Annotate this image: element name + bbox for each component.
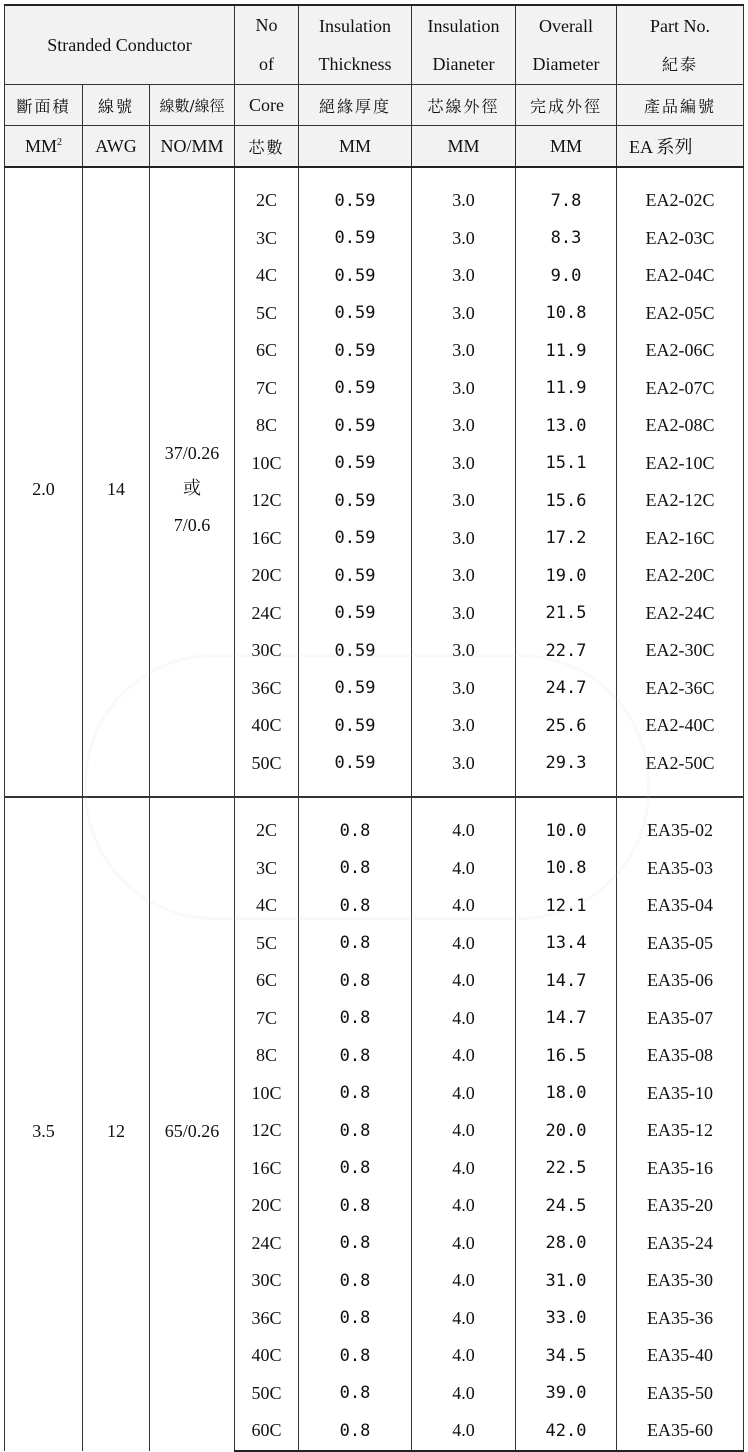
- part-number-cell: EA35-20: [617, 1187, 744, 1225]
- core-cell: 24C: [235, 595, 299, 633]
- padding-cell: [235, 782, 299, 797]
- unit-ins-dia-header: MM: [412, 126, 516, 168]
- part-no-line1: Part No.: [650, 15, 711, 36]
- overall-diameter-cell: 24.5: [516, 1187, 617, 1225]
- insulation-diameter-cell: 3.0: [412, 182, 516, 220]
- zh-product-no-header: 產品編號: [617, 85, 744, 126]
- zh-strand-header: 線數/線徑: [150, 85, 235, 126]
- core-cell: 12C: [235, 482, 299, 520]
- overall-diameter-cell: 13.0: [516, 407, 617, 445]
- thickness-cell: 0.59: [299, 182, 412, 220]
- insulation-diameter-cell: 4.0: [412, 850, 516, 888]
- insulation-diameter-cell: 4.0: [412, 887, 516, 925]
- part-number-cell: EA35-60: [617, 1412, 744, 1451]
- zh-ins-thickness-header: 絕緣厚度: [299, 85, 412, 126]
- insulation-diameter-cell: 3.0: [412, 557, 516, 595]
- insulation-diameter-cell: 3.0: [412, 707, 516, 745]
- header-row-chinese: [5, 85, 744, 126]
- unit-overall-header: MM: [516, 126, 617, 168]
- part-number-cell: EA35-05: [617, 925, 744, 963]
- part-no-header: [617, 5, 744, 85]
- thickness-cell: 0.59: [299, 407, 412, 445]
- overall-diameter-cell: 10.0: [516, 812, 617, 850]
- overall-diameter-cell: 14.7: [516, 962, 617, 1000]
- group-padding-row: [5, 797, 744, 812]
- part-number-cell: EA2-40C: [617, 707, 744, 745]
- insulation-diameter-cell: 3.0: [412, 295, 516, 333]
- thickness-cell: 0.8: [299, 1300, 412, 1338]
- overall-diameter-cell: 28.0: [516, 1225, 617, 1263]
- part-number-cell: EA2-08C: [617, 407, 744, 445]
- core-cell: 36C: [235, 670, 299, 708]
- strand-line: 或: [183, 478, 202, 499]
- insulation-diameter-cell: 4.0: [412, 1037, 516, 1075]
- thickness-cell: 0.8: [299, 1412, 412, 1451]
- padding-cell: [235, 797, 299, 812]
- part-number-cell: EA2-07C: [617, 370, 744, 408]
- insulation-diameter-cell: 4.0: [412, 925, 516, 963]
- core-cell: 40C: [235, 1337, 299, 1375]
- overall-diameter-cell: 11.9: [516, 370, 617, 408]
- thickness-cell: 0.8: [299, 1262, 412, 1300]
- unit-nomm-header: NO/MM: [150, 126, 235, 168]
- no-of-core-line1: No: [255, 15, 278, 35]
- part-number-cell: EA2-30C: [617, 632, 744, 670]
- zh-finished-od-header: 完成外徑: [516, 85, 617, 126]
- overall-diameter-cell: 11.9: [516, 332, 617, 370]
- insulation-diameter-cell: 4.0: [412, 1112, 516, 1150]
- thickness-cell: 0.59: [299, 482, 412, 520]
- thickness-cell: 0.59: [299, 257, 412, 295]
- strand-cell: [150, 812, 235, 1451]
- core-cell: 4C: [235, 887, 299, 925]
- spec-sheet-page: [4, 4, 743, 1441]
- thickness-cell: 0.8: [299, 850, 412, 888]
- thickness-cell: 0.59: [299, 332, 412, 370]
- overall-diameter-cell: 39.0: [516, 1375, 617, 1413]
- padding-cell: [299, 167, 412, 182]
- part-number-cell: EA35-06: [617, 962, 744, 1000]
- core-cell: 16C: [235, 1150, 299, 1188]
- header-row-english: [5, 5, 744, 85]
- thickness-cell: 0.8: [299, 962, 412, 1000]
- insulation-diameter-cell: 3.0: [412, 595, 516, 633]
- part-number-cell: EA2-20C: [617, 557, 744, 595]
- core-cell: 10C: [235, 445, 299, 483]
- overall-diameter-cell: 9.0: [516, 257, 617, 295]
- insulation-diameter-cell: 4.0: [412, 1000, 516, 1038]
- area-cell: 3.5: [5, 812, 83, 1451]
- unit-awg-header: AWG: [83, 126, 150, 168]
- core-cell: 4C: [235, 257, 299, 295]
- core-cell: 2C: [235, 812, 299, 850]
- spec-table-body: [5, 167, 744, 1451]
- padding-cell: [150, 797, 235, 812]
- no-of-core-header: [235, 5, 299, 85]
- padding-cell: [150, 167, 235, 182]
- thickness-cell: 0.8: [299, 1225, 412, 1263]
- overall-diameter-line1: Overall: [539, 16, 594, 36]
- overall-diameter-cell: 31.0: [516, 1262, 617, 1300]
- core-cell: 7C: [235, 370, 299, 408]
- overall-diameter-cell: 17.2: [516, 520, 617, 558]
- overall-diameter-cell: 29.3: [516, 745, 617, 783]
- part-number-cell: EA35-24: [617, 1225, 744, 1263]
- cable-spec-table: [4, 4, 744, 1452]
- overall-diameter-cell: 22.5: [516, 1150, 617, 1188]
- thickness-cell: 0.8: [299, 1075, 412, 1113]
- no-of-core-line2: of: [259, 54, 275, 74]
- padding-cell: [5, 797, 83, 812]
- core-cell: 5C: [235, 925, 299, 963]
- overall-diameter-cell: 15.1: [516, 445, 617, 483]
- thickness-cell: 0.59: [299, 632, 412, 670]
- insulation-diameter-cell: 4.0: [412, 1337, 516, 1375]
- thickness-cell: 0.8: [299, 1375, 412, 1413]
- unit-area-text: MM: [24, 135, 57, 156]
- thickness-cell: 0.8: [299, 1187, 412, 1225]
- core-cell: 7C: [235, 1000, 299, 1038]
- zh-gauge-header: 線號: [83, 85, 150, 126]
- padding-cell: [299, 782, 412, 797]
- thickness-cell: 0.59: [299, 707, 412, 745]
- insulation-diameter-cell: 3.0: [412, 257, 516, 295]
- insulation-diameter-line1: Insulation: [427, 16, 500, 36]
- core-cell: 10C: [235, 1075, 299, 1113]
- insulation-thickness-line2: Thickness: [318, 54, 392, 74]
- part-number-cell: EA2-05C: [617, 295, 744, 333]
- overall-diameter-cell: 10.8: [516, 295, 617, 333]
- insulation-thickness-header: [299, 5, 412, 85]
- padding-cell: [83, 797, 150, 812]
- overall-diameter-cell: 33.0: [516, 1300, 617, 1338]
- padding-cell: [299, 797, 412, 812]
- thickness-cell: 0.59: [299, 670, 412, 708]
- padding-cell: [412, 797, 516, 812]
- overall-diameter-cell: 18.0: [516, 1075, 617, 1113]
- overall-diameter-cell: 42.0: [516, 1412, 617, 1451]
- awg-cell: 14: [83, 182, 150, 797]
- insulation-diameter-cell: 4.0: [412, 1375, 516, 1413]
- strand-line: 7/0.6: [173, 515, 211, 535]
- table-row: [5, 812, 744, 850]
- insulation-diameter-cell: 4.0: [412, 1300, 516, 1338]
- part-number-cell: EA2-02C: [617, 182, 744, 220]
- thickness-cell: 0.59: [299, 445, 412, 483]
- core-cell: 8C: [235, 407, 299, 445]
- no-of-core-line3: Core: [235, 85, 299, 126]
- insulation-diameter-header: [412, 5, 516, 85]
- overall-diameter-cell: 12.1: [516, 887, 617, 925]
- thickness-cell: 0.59: [299, 520, 412, 558]
- insulation-diameter-cell: 4.0: [412, 812, 516, 850]
- thickness-cell: 0.8: [299, 812, 412, 850]
- part-number-cell: EA2-10C: [617, 445, 744, 483]
- thickness-cell: 0.8: [299, 1037, 412, 1075]
- padding-cell: [516, 167, 617, 182]
- unit-part-header: EA 系列: [617, 126, 744, 168]
- insulation-diameter-cell: 3.0: [412, 632, 516, 670]
- insulation-diameter-cell: 3.0: [412, 370, 516, 408]
- insulation-diameter-cell: 3.0: [412, 482, 516, 520]
- insulation-diameter-cell: 3.0: [412, 332, 516, 370]
- insulation-diameter-cell: 3.0: [412, 220, 516, 258]
- core-cell: 24C: [235, 1225, 299, 1263]
- overall-diameter-cell: 22.7: [516, 632, 617, 670]
- core-cell: 50C: [235, 745, 299, 783]
- part-number-cell: EA2-04C: [617, 257, 744, 295]
- part-number-cell: EA2-36C: [617, 670, 744, 708]
- part-no-line2: 紀泰: [662, 54, 699, 74]
- thickness-cell: 0.59: [299, 595, 412, 633]
- thickness-cell: 0.59: [299, 220, 412, 258]
- insulation-diameter-cell: 4.0: [412, 1150, 516, 1188]
- part-number-cell: EA2-03C: [617, 220, 744, 258]
- padding-cell: [83, 167, 150, 182]
- part-number-cell: EA35-16: [617, 1150, 744, 1188]
- core-cell: 6C: [235, 962, 299, 1000]
- part-number-cell: EA2-24C: [617, 595, 744, 633]
- overall-diameter-cell: 34.5: [516, 1337, 617, 1375]
- part-number-cell: EA35-30: [617, 1262, 744, 1300]
- insulation-diameter-cell: 3.0: [412, 670, 516, 708]
- thickness-cell: 0.59: [299, 295, 412, 333]
- padding-cell: [412, 167, 516, 182]
- padding-cell: [516, 797, 617, 812]
- insulation-diameter-cell: 3.0: [412, 745, 516, 783]
- table-row: [5, 182, 744, 220]
- overall-diameter-cell: 14.7: [516, 1000, 617, 1038]
- overall-diameter-cell: 20.0: [516, 1112, 617, 1150]
- core-cell: 30C: [235, 632, 299, 670]
- overall-diameter-header: [516, 5, 617, 85]
- zh-area-header: 斷面積: [5, 85, 83, 126]
- core-cell: 3C: [235, 220, 299, 258]
- overall-diameter-cell: 21.5: [516, 595, 617, 633]
- unit-area-header: [5, 126, 83, 168]
- strand-cell: [150, 182, 235, 797]
- thickness-cell: 0.8: [299, 887, 412, 925]
- thickness-cell: 0.59: [299, 370, 412, 408]
- strand-line: 65/0.26: [164, 1121, 220, 1142]
- padding-cell: [5, 167, 83, 182]
- thickness-cell: 0.59: [299, 557, 412, 595]
- padding-cell: [617, 167, 744, 182]
- unit-area-sup: 2: [57, 136, 62, 148]
- part-number-cell: EA35-36: [617, 1300, 744, 1338]
- part-number-cell: EA2-50C: [617, 745, 744, 783]
- overall-diameter-cell: 13.4: [516, 925, 617, 963]
- thickness-cell: 0.59: [299, 745, 412, 783]
- unit-cores-header: 芯數: [235, 126, 299, 168]
- area-cell: 2.0: [5, 182, 83, 797]
- padding-cell: [235, 167, 299, 182]
- insulation-diameter-cell: 3.0: [412, 520, 516, 558]
- overall-diameter-cell: 25.6: [516, 707, 617, 745]
- part-number-cell: EA35-03: [617, 850, 744, 888]
- zh-core-od-header: 芯線外徑: [412, 85, 516, 126]
- part-number-cell: EA35-40: [617, 1337, 744, 1375]
- header-row-units: [5, 126, 744, 168]
- core-cell: 60C: [235, 1412, 299, 1451]
- insulation-thickness-line1: Insulation: [319, 16, 392, 36]
- stranded-conductor-header: Stranded Conductor: [5, 5, 235, 85]
- core-cell: 50C: [235, 1375, 299, 1413]
- core-cell: 16C: [235, 520, 299, 558]
- core-cell: 30C: [235, 1262, 299, 1300]
- strand-line: 37/0.26: [164, 443, 220, 463]
- overall-diameter-cell: 16.5: [516, 1037, 617, 1075]
- part-number-cell: EA35-04: [617, 887, 744, 925]
- insulation-diameter-cell: 4.0: [412, 1187, 516, 1225]
- insulation-diameter-cell: 4.0: [412, 1412, 516, 1451]
- part-number-cell: EA35-50: [617, 1375, 744, 1413]
- core-cell: 3C: [235, 850, 299, 888]
- part-number-cell: EA35-12: [617, 1112, 744, 1150]
- overall-diameter-cell: 15.6: [516, 482, 617, 520]
- core-cell: 2C: [235, 182, 299, 220]
- core-cell: 5C: [235, 295, 299, 333]
- thickness-cell: 0.8: [299, 925, 412, 963]
- core-cell: 8C: [235, 1037, 299, 1075]
- part-number-cell: EA35-10: [617, 1075, 744, 1113]
- group-padding-row: [5, 167, 744, 182]
- core-cell: 40C: [235, 707, 299, 745]
- part-number-cell: EA2-16C: [617, 520, 744, 558]
- core-cell: 20C: [235, 557, 299, 595]
- overall-diameter-cell: 10.8: [516, 850, 617, 888]
- core-cell: 20C: [235, 1187, 299, 1225]
- unit-thickness-header: MM: [299, 126, 412, 168]
- core-cell: 36C: [235, 1300, 299, 1338]
- overall-diameter-cell: 7.8: [516, 182, 617, 220]
- insulation-diameter-cell: 4.0: [412, 962, 516, 1000]
- part-number-cell: EA35-02: [617, 812, 744, 850]
- thickness-cell: 0.8: [299, 1150, 412, 1188]
- insulation-diameter-cell: 4.0: [412, 1075, 516, 1113]
- padding-cell: [412, 782, 516, 797]
- padding-cell: [617, 782, 744, 797]
- core-cell: 6C: [235, 332, 299, 370]
- padding-cell: [516, 782, 617, 797]
- part-number-cell: EA35-08: [617, 1037, 744, 1075]
- part-number-cell: EA2-06C: [617, 332, 744, 370]
- thickness-cell: 0.8: [299, 1000, 412, 1038]
- insulation-diameter-cell: 3.0: [412, 407, 516, 445]
- insulation-diameter-cell: 3.0: [412, 445, 516, 483]
- overall-diameter-cell: 19.0: [516, 557, 617, 595]
- part-number-cell: EA35-07: [617, 1000, 744, 1038]
- part-number-cell: EA2-12C: [617, 482, 744, 520]
- thickness-cell: 0.8: [299, 1337, 412, 1375]
- overall-diameter-cell: 24.7: [516, 670, 617, 708]
- insulation-diameter-cell: 4.0: [412, 1262, 516, 1300]
- overall-diameter-cell: 8.3: [516, 220, 617, 258]
- awg-cell: 12: [83, 812, 150, 1451]
- insulation-diameter-line2: Dianeter: [432, 54, 495, 74]
- core-cell: 12C: [235, 1112, 299, 1150]
- insulation-diameter-cell: 4.0: [412, 1225, 516, 1263]
- overall-diameter-line2: Diameter: [532, 54, 600, 74]
- padding-cell: [617, 797, 744, 812]
- thickness-cell: 0.8: [299, 1112, 412, 1150]
